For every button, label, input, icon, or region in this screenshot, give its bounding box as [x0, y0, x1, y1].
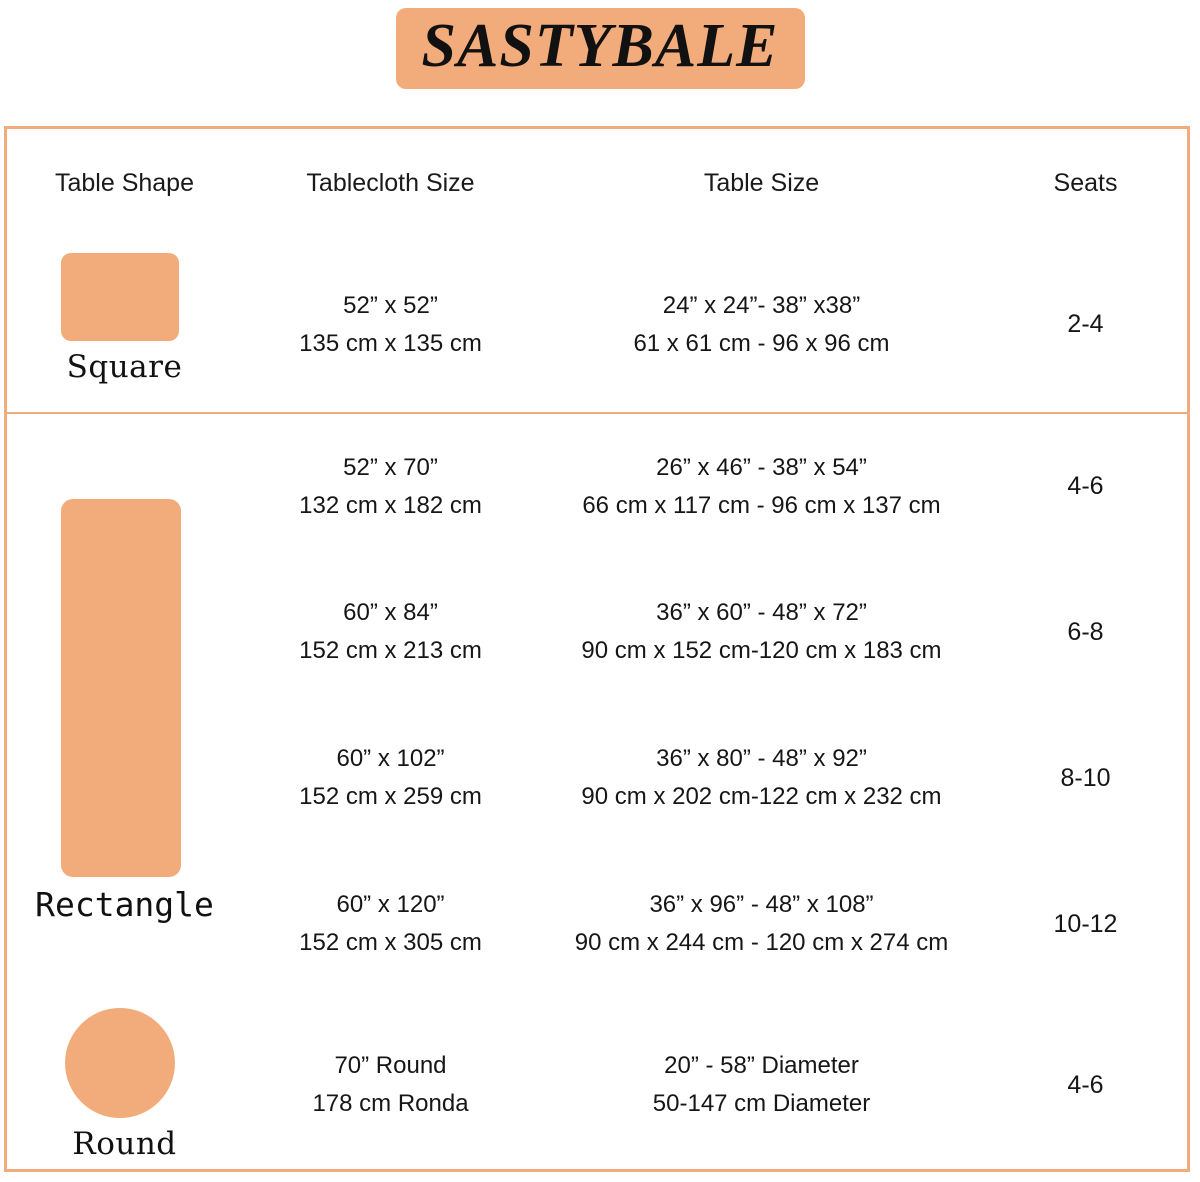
table-body	[7, 237, 1187, 1173]
cell-seats	[984, 413, 1187, 559]
seats-value: 6-8	[1067, 617, 1104, 646]
round-shape-icon	[65, 1008, 175, 1118]
seats-value: 10-12	[1053, 909, 1118, 938]
cell-table-size	[539, 237, 984, 413]
cloth-cm: 135 cm x 135 cm	[299, 329, 482, 357]
shape-label-round: Round	[72, 1126, 177, 1162]
cloth-inches: 60” x 102”	[336, 745, 445, 773]
shape-cell-round	[7, 997, 242, 1173]
cell-seats	[984, 237, 1187, 413]
brand-badge	[396, 8, 805, 89]
shape-label-square: Square	[66, 348, 183, 385]
cell-seats	[984, 559, 1187, 705]
cloth-inches: 70” Round	[334, 1052, 447, 1080]
shape-label-rectangle: Rectangle	[35, 885, 214, 924]
table-inches: 24” x 24”- 38” x38”	[662, 291, 861, 319]
header-table-size: Table Size	[703, 168, 820, 197]
cell-tablecloth-size	[242, 705, 539, 851]
cloth-inches: 52” x 52”	[343, 291, 438, 319]
cell-tablecloth-size	[242, 997, 539, 1173]
table-cm: 66 cm x 117 cm - 96 cm x 137 cm	[582, 491, 941, 519]
cloth-inches: 60” x 84”	[343, 599, 438, 627]
cell-seats	[984, 851, 1187, 997]
table-cm: 90 cm x 202 cm-122 cm x 232 cm	[581, 783, 942, 810]
cell-table-size	[539, 997, 984, 1173]
cloth-inches: 52” x 70”	[343, 453, 438, 481]
cell-seats	[984, 705, 1187, 851]
table-row	[7, 237, 1187, 413]
table-row	[7, 413, 1187, 559]
header-tablecloth-size: Tablecloth Size	[306, 168, 475, 197]
table-inches: 36” x 60” - 48” x 72”	[656, 599, 867, 627]
cell-tablecloth-size	[242, 559, 539, 705]
cell-tablecloth-size	[242, 851, 539, 997]
shape-cell-square	[7, 237, 242, 413]
shape-cell-rectangle	[7, 413, 242, 997]
header-seats: Seats	[1053, 168, 1118, 197]
seats-value: 4-6	[1067, 1070, 1104, 1099]
cell-table-size	[539, 413, 984, 559]
table-inches: 36” x 96” - 48” x 108”	[649, 891, 874, 919]
table-inches: 20” - 58” Diameter	[664, 1052, 859, 1080]
table-cm: 90 cm x 152 cm-120 cm x 183 cm	[581, 637, 942, 664]
rectangle-shape-icon	[61, 499, 181, 877]
cloth-cm: 152 cm x 213 cm	[299, 637, 482, 664]
table-header	[7, 129, 1187, 237]
cloth-cm: 178 cm Ronda	[312, 1090, 469, 1117]
header-table-shape: Table Shape	[54, 168, 194, 197]
table-inches: 26” x 46” - 38” x 54”	[656, 453, 867, 481]
table-cm: 90 cm x 244 cm - 120 cm x 274 cm	[574, 929, 949, 956]
seats-value: 4-6	[1067, 472, 1104, 500]
cell-table-size	[539, 705, 984, 851]
cell-tablecloth-size	[242, 413, 539, 559]
size-chart-frame	[4, 126, 1190, 1172]
brand-name: SASTYBALE	[421, 12, 779, 80]
cloth-cm: 152 cm x 305 cm	[299, 929, 482, 956]
table-cm: 50-147 cm Diameter	[652, 1090, 871, 1117]
header-row	[7, 129, 1187, 237]
cell-table-size	[539, 559, 984, 705]
table-inches: 36” x 80” - 48” x 92”	[656, 745, 867, 773]
cloth-cm: 132 cm x 182 cm	[299, 491, 482, 519]
cell-seats	[984, 997, 1187, 1173]
cell-table-size	[539, 851, 984, 997]
cell-tablecloth-size	[242, 237, 539, 413]
brand-header	[0, 8, 1200, 120]
square-shape-icon	[61, 253, 179, 341]
table-cm: 61 x 61 cm - 96 x 96 cm	[633, 329, 890, 357]
size-chart-table	[7, 129, 1187, 1173]
seats-value: 8-10	[1060, 763, 1111, 792]
table-row	[7, 997, 1187, 1173]
cloth-cm: 152 cm x 259 cm	[299, 783, 482, 810]
seats-value: 2-4	[1067, 310, 1104, 338]
cloth-inches: 60” x 120”	[336, 891, 445, 919]
